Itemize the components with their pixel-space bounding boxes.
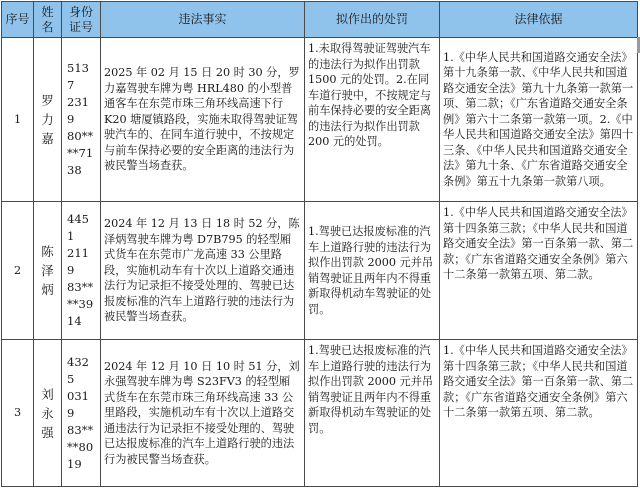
table-header-row bbox=[2, 2, 638, 38]
table-row bbox=[2, 340, 638, 487]
row-no: 2 bbox=[2, 202, 34, 340]
table-row bbox=[2, 202, 638, 340]
row-fact: 2024 年 12 月 13 日 18 时 52 分，陈泽炳驾驶车牌为粤 D7B795 的轻型厢式货车在东莞市广龙高速 33 公里路段，实施机动车有十次以上道路交通违法行为记录拒不接受处理的、驾驶已达报废标准的汽车上道路行驶的违法行为被民警当场查获。 bbox=[101, 202, 305, 340]
header-basis: 法律依据 bbox=[440, 2, 638, 38]
row-name: 刘永强 bbox=[34, 340, 62, 487]
header-fact: 违法事实 bbox=[101, 2, 305, 38]
header-name: 姓名 bbox=[34, 2, 62, 38]
row-no: 1 bbox=[2, 38, 34, 202]
row-name: 罗力嘉 bbox=[34, 38, 62, 202]
row-no: 3 bbox=[2, 340, 34, 487]
row-basis: 1.《中华人民共和国道路交通安全法》第十四条第三款；《中华人民共和国道路交通安全法》第一百条第一款、第二款；《广东省道路交通安全条例》第六十二条第一款第五项、第二款。 bbox=[440, 202, 638, 340]
row-basis: 1.《中华人民共和国道路交通安全法》第十四条第三款；《中华人民共和国道路交通安全法》第一百条第一款、第二款；《广东省道路交通安全条例》第六十二条第一款第五项、第二款。 bbox=[440, 340, 638, 487]
row-penalty: 1.未取得驾驶证驾驶汽车的违法行为拟作出罚款 1500 元的处罚。2.在同车道行驶中，不按规定与前车保持必要的安全距离的违法行为拟作出罚款 200 元的处罚。 bbox=[305, 38, 440, 202]
header-no: 序号 bbox=[2, 2, 34, 38]
header-id: 身份证号 bbox=[62, 2, 101, 38]
row-penalty: 1.驾驶已达报废标准的汽车上道路行驶的违法行为拟作出罚款 2000 元并吊销驾驶证且两年内不得重新取得机动车驾驶证的处罚。 bbox=[305, 340, 440, 487]
row-id: 4451 2119 83** **39 14 bbox=[62, 202, 101, 340]
row-name: 陈泽炳 bbox=[34, 202, 62, 340]
row-id: 5137 2319 80** **71 38 bbox=[62, 38, 101, 202]
penalty-table bbox=[1, 1, 638, 487]
row-fact: 2025 年 02 月 15 日 20 时 30 分，罗力嘉驾驶车牌为粤 HRL480 的小型普通客车在东莞市珠三角环线高速下行 K20 塘厦镇路段，实施未取得驾驶证驾驶汽车的、在同车道行驶中，不按规定与前车保持必要的安全距离的违法行为被民警当场查获。 bbox=[101, 38, 305, 202]
row-fact: 2024 年 12 月 10 日 10 时 51 分，刘永强驾驶车牌为粤 S23FV3 的轻型厢式货车在东莞市珠三角环线高速 33 公里路段，实施机动车有十次以上道路交通违法行为记录拒不接受处理的、驾驶已达报废标准的汽车上道路行驶的违法行为被民警当场查获。 bbox=[101, 340, 305, 487]
header-penalty: 拟作出的处罚 bbox=[305, 2, 440, 38]
table-row bbox=[2, 38, 638, 202]
row-penalty: 1.驾驶已达报废标准的汽车上道路行驶的违法行为拟作出罚款 2000 元并吊销驾驶证且两年内不得重新取得机动车驾驶证的处罚。 bbox=[305, 202, 440, 340]
row-id: 4325 0319 83** **80 19 bbox=[62, 340, 101, 487]
row-basis: 1.《中华人民共和国道路交通安全法》第十九条第一款、《中华人民共和国道路交通安全法》第九十九条第一款第一项、第二款；《广东省道路交通安全条例》第六十二条第一款第一项。2.《中华人民共和国道路交通安全法》第四十三条、《中华人民共和国道路交通安全法》第九十条、《广东省道路交通安全条例》第五十九条第一款第八项。 bbox=[440, 38, 638, 202]
